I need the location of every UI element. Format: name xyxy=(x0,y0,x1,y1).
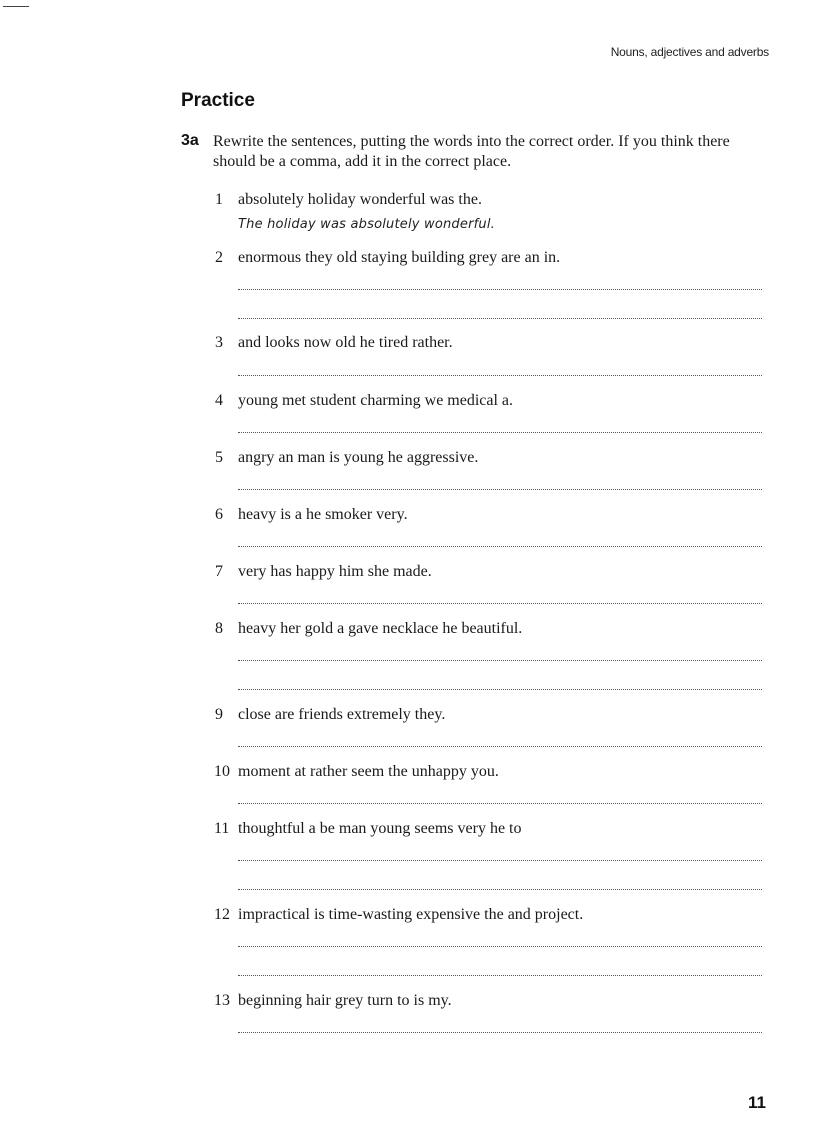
answer-line[interactable] xyxy=(238,289,762,290)
answer-line[interactable] xyxy=(238,1032,762,1033)
item-number: 10 xyxy=(214,763,230,780)
item-prompt: thoughtful a be man young seems very he to xyxy=(238,820,522,837)
item-number: 13 xyxy=(214,992,230,1009)
item-number: 8 xyxy=(215,620,223,637)
answer-line[interactable] xyxy=(238,689,762,690)
item-prompt: and looks now old he tired rather. xyxy=(238,334,453,351)
answer-line[interactable] xyxy=(238,489,762,490)
item-prompt: young met student charming we medical a. xyxy=(238,392,514,409)
item-prompt: heavy her gold a gave necklace he beautiful. xyxy=(238,620,523,637)
item-prompt: enormous they old staying building grey are an in. xyxy=(238,249,561,266)
item-prompt: impractical is time-wasting expensive the and project. xyxy=(238,906,584,923)
item-number: 12 xyxy=(214,906,230,923)
answer-line[interactable] xyxy=(238,375,762,376)
answer-line[interactable] xyxy=(238,946,762,947)
answer-line[interactable] xyxy=(238,889,762,890)
answer-line[interactable] xyxy=(238,803,762,804)
page-number: 11 xyxy=(748,1093,766,1112)
item-prompt: close are friends extremely they. xyxy=(238,706,446,723)
item-number: 5 xyxy=(215,449,223,466)
item-number: 6 xyxy=(215,506,223,523)
item-number: 9 xyxy=(215,706,223,723)
section-title: Practice xyxy=(181,90,255,111)
item-prompt: moment at rather seem the unhappy you. xyxy=(238,763,499,780)
item-number: 1 xyxy=(215,191,223,208)
answer-line[interactable] xyxy=(238,546,762,547)
running-header: Nouns, adjectives and adverbs xyxy=(610,45,769,59)
answer-line[interactable] xyxy=(238,860,762,861)
answer-line[interactable] xyxy=(238,746,762,747)
item-number: 4 xyxy=(215,392,223,409)
answer-line[interactable] xyxy=(238,660,762,661)
example-answer: The holiday was absolutely wonderful. xyxy=(238,217,495,232)
item-prompt: absolutely holiday wonderful was the. xyxy=(238,191,482,208)
item-number: 7 xyxy=(215,563,223,580)
item-prompt: angry an man is young he aggressive. xyxy=(238,449,479,466)
exercise-instructions: Rewrite the sentences, putting the words into the correct order. If you think there should be a comma, add it in the correct place. xyxy=(213,133,730,170)
answer-line[interactable] xyxy=(238,432,762,433)
item-number: 11 xyxy=(214,820,230,837)
item-number: 3 xyxy=(215,334,223,351)
item-prompt: heavy is a he smoker very. xyxy=(238,506,408,523)
answer-line[interactable] xyxy=(238,318,762,319)
item-prompt: beginning hair grey turn to is my. xyxy=(238,992,452,1009)
answer-line[interactable] xyxy=(238,603,762,604)
corner-crop-mark xyxy=(3,6,29,7)
answer-line[interactable] xyxy=(238,975,762,976)
item-prompt: very has happy him she made. xyxy=(238,563,432,580)
item-number: 2 xyxy=(215,249,223,266)
exercise-number: 3a xyxy=(181,132,199,149)
